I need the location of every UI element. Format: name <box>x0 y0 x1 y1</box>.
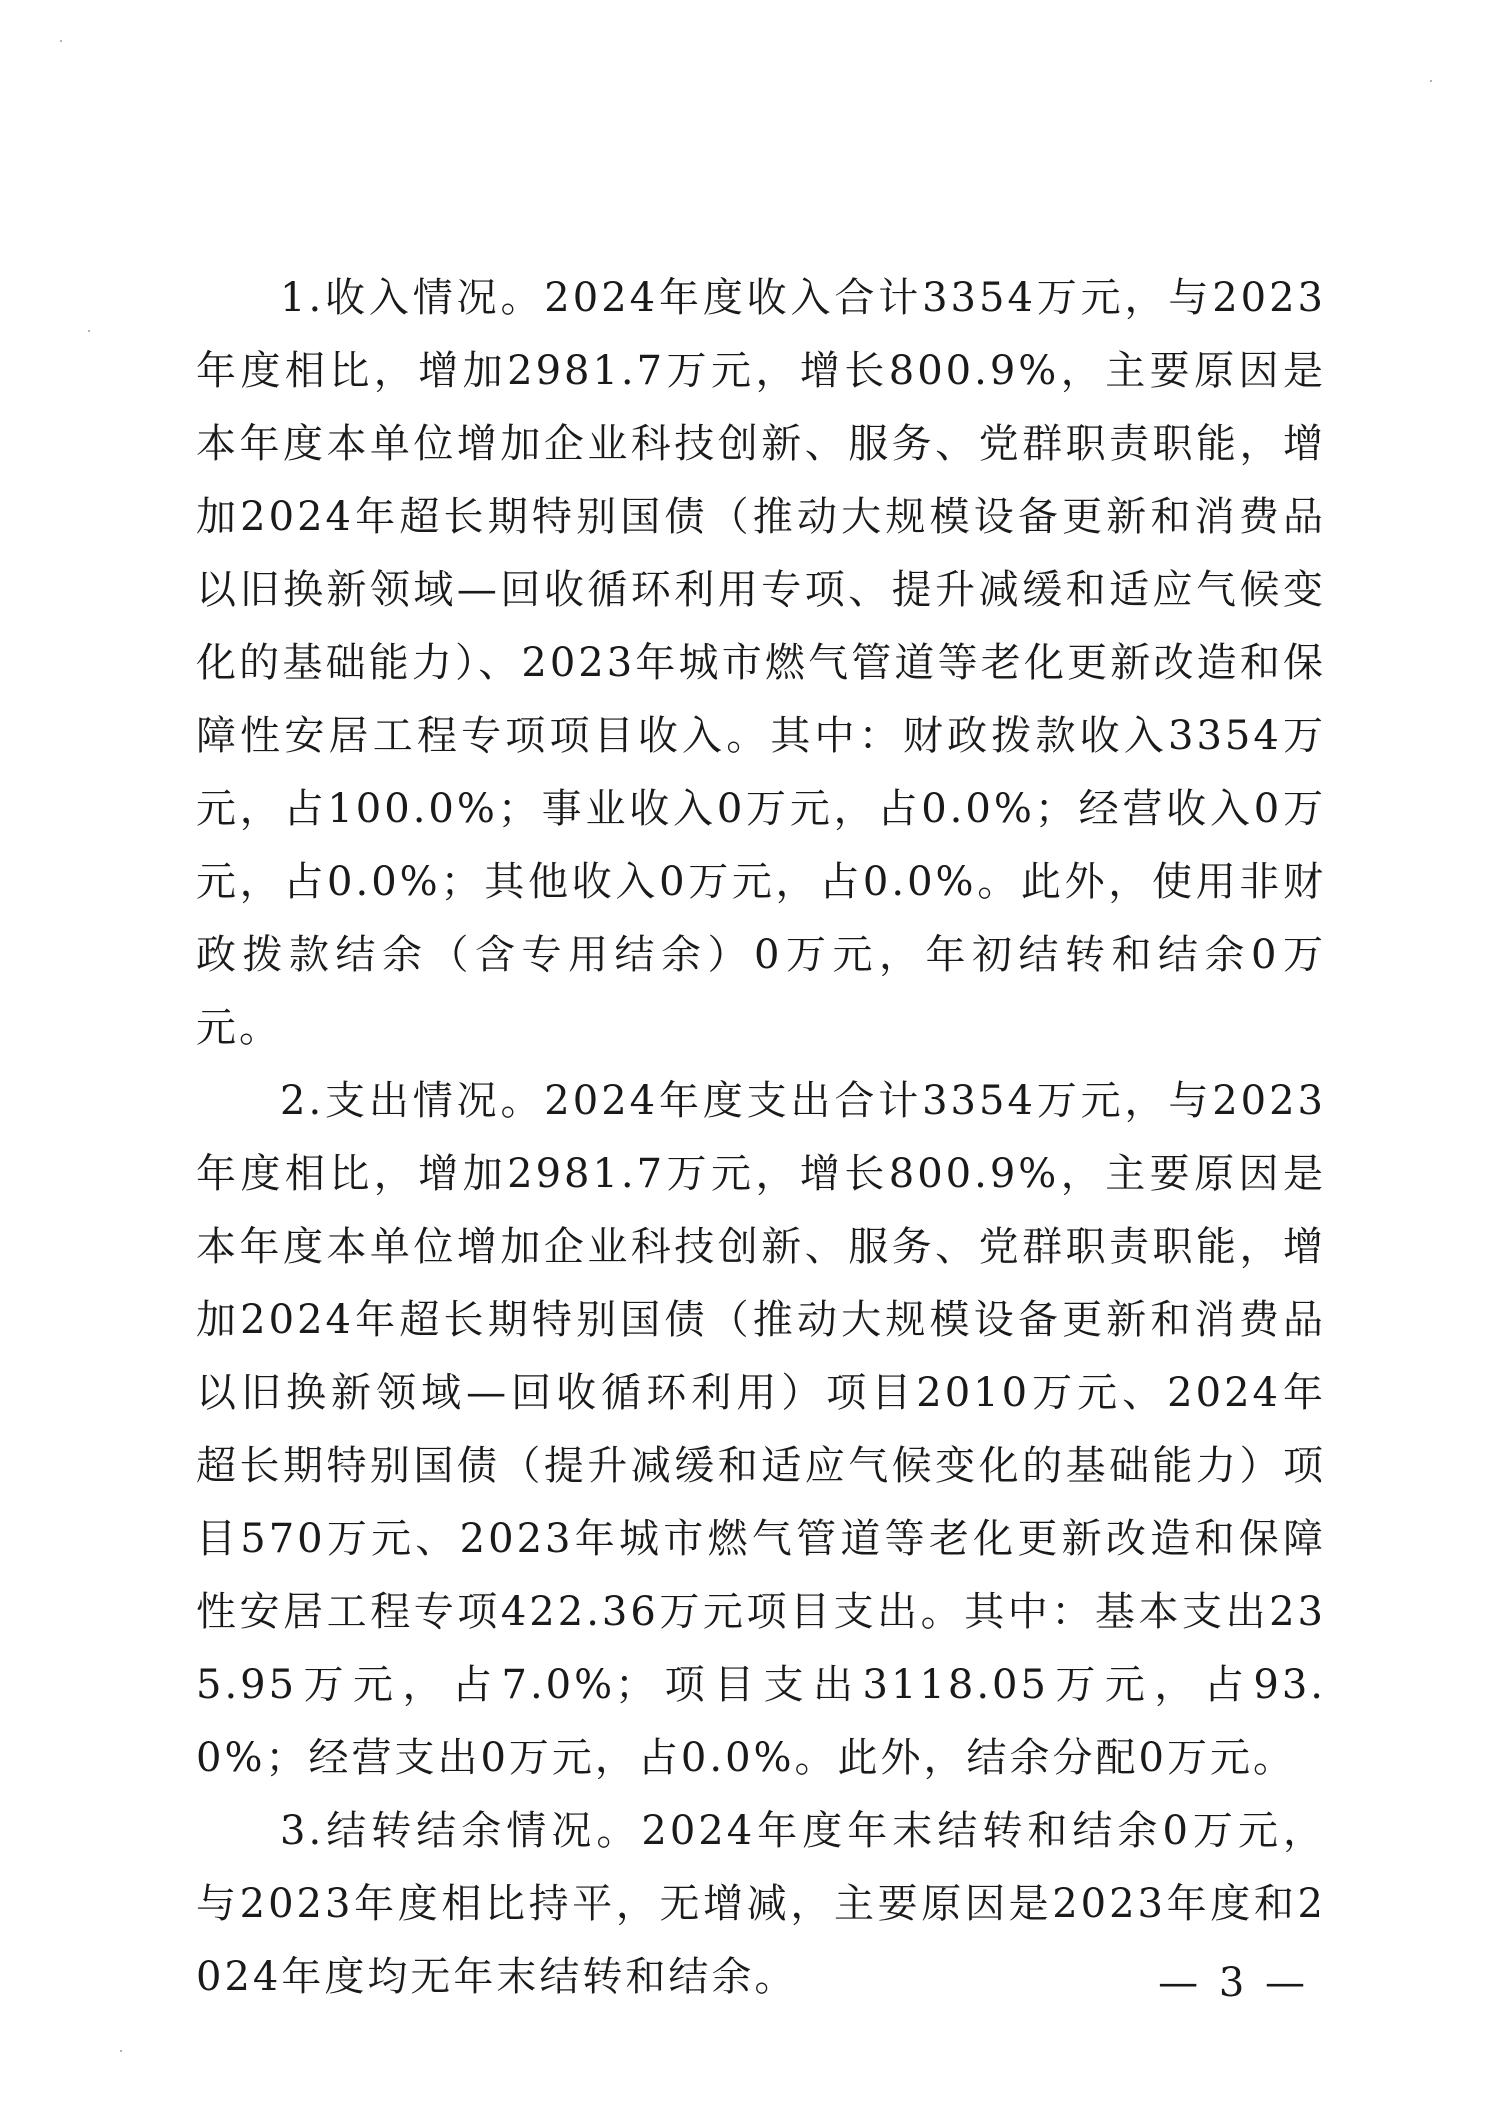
document-body <box>196 262 1326 2014</box>
paragraph-expenditure: 2.支出情况。2024年度支出合计3354万元，与2023年度相比，增加2981.7万元，增长800.9%，主要原因是本年度本单位增加企业科技创新、服务、党群职责职能，增加2024年超长期特别国债（推动大规模设备更新和消费品以旧换新领域—回收循环利用）项目2010万元、2024年超长期特别国债（提升减缓和适应气候变化的基础能力）项目570万元、2023年城市燃气管道等老化更新改造和保障性安居工程专项422.36万元项目支出。其中：基本支出235.95万元，占7.0%；项目支出3118.05万元，占93.0%；经营支出0万元，占0.0%。此外，结余分配0万元。 <box>196 1078 1326 1781</box>
scan-speck <box>88 330 90 332</box>
scan-speck <box>60 40 62 42</box>
paragraph-carryover: 3.结转结余情况。2024年度年末结转和结余0万元，与2023年度相比持平，无增减，主要原因是2023年度和2024年度均无年末结转和结余。 <box>196 1808 1326 2000</box>
page-number: — 3 — <box>1158 1960 1309 2006</box>
scan-speck <box>120 2050 122 2052</box>
scan-speck <box>1430 80 1432 82</box>
paragraph-income: 1.收入情况。2024年度收入合计3354万元，与2023年度相比，增加2981.7万元，增长800.9%，主要原因是本年度本单位增加企业科技创新、服务、党群职责职能，增加2024年超长期特别国债（推动大规模设备更新和消费品以旧换新领域—回收循环利用专项、提升减缓和适应气候变化的基础能力）、2023年城市燃气管道等老化更新改造和保障性安居工程专项项目收入。其中：财政拨款收入3354万元，占100.0%；事业收入0万元，占0.0%；经营收入0万元，占0.0%；其他收入0万元，占0.0%。此外，使用非财政拨款结余（含专用结余）0万元，年初结转和结余0万元。 <box>196 275 1326 1051</box>
